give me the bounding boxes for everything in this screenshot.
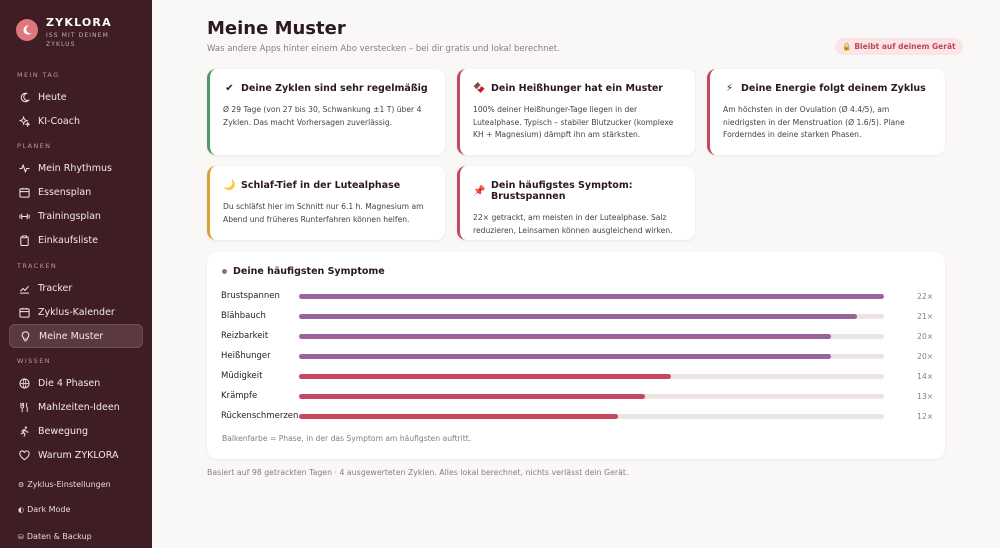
- sparkle-icon: [18, 115, 30, 127]
- globe-icon: [18, 377, 30, 389]
- card-title: Deine Zyklen sind sehr regelmäßig: [241, 83, 428, 94]
- symptom-bar-track: [299, 414, 884, 419]
- symptom-bar: [299, 314, 857, 319]
- symptom-count: 13×: [917, 391, 933, 401]
- symptoms-legend-note: Balkenfarbe = Phase, in der das Symptom am häufigsten auftritt.: [222, 434, 472, 443]
- brand[interactable]: [16, 17, 126, 49]
- sidebar-item-tracker[interactable]: [9, 276, 143, 300]
- symptom-count: 22×: [917, 291, 933, 301]
- symptom-count: 20×: [917, 351, 933, 361]
- crescent-moon-icon: 🌙: [223, 180, 236, 191]
- sidebar-item-die-4-phasen[interactable]: [9, 371, 143, 395]
- checkmark-icon: ✔: [225, 83, 234, 94]
- sidebar-item-label: Mahlzeiten-Ideen: [38, 401, 120, 413]
- dumbbell-icon: [18, 210, 30, 222]
- insight-card-sleep: [207, 166, 445, 240]
- section-planen: PLANEN: [17, 142, 52, 150]
- dark-mode-toggle[interactable]: ◐ Dark Mode: [18, 505, 71, 514]
- sidebar-item-label: Einkaufsliste: [38, 234, 98, 246]
- lightbulb-icon: [19, 330, 31, 342]
- sidebar-item-label: Warum ZYKLORA: [38, 449, 119, 461]
- card-body: Ø 29 Tage (von 27 bis 30, Schwankung ±1 T) über 4 Zyklen. Das macht Vorhersagen zuverlässig.: [223, 105, 422, 127]
- symptom-bar: [299, 414, 618, 419]
- sidebar-item-label: Zyklus-Kalender: [38, 306, 115, 318]
- insight-card-regularity: [207, 69, 445, 155]
- moon-logo-icon: [16, 19, 38, 41]
- sidebar-item-label: Mein Rhythmus: [38, 162, 112, 174]
- card-body: 22× getrackt, am meisten in der Lutealphase. Salz reduzieren, Leinsamen können ausgleichend wirken.: [473, 213, 673, 235]
- clipboard-icon: [18, 234, 30, 246]
- sidebar: [0, 0, 152, 548]
- symptom-name: Müdigkeit: [221, 371, 263, 381]
- insight-card-energy: [707, 69, 945, 155]
- gear-icon: ⚙: [18, 480, 25, 489]
- symptom-row: [221, 349, 933, 363]
- sidebar-item-ki-coach[interactable]: [9, 109, 143, 133]
- utensils-icon: [18, 401, 30, 413]
- symptom-bar-track: [299, 294, 884, 299]
- symptom-bar-track: [299, 394, 884, 399]
- running-icon: [18, 425, 30, 437]
- pushpin-icon: 📌: [473, 185, 486, 197]
- brand-name: ZYKLORA: [46, 16, 112, 29]
- symptom-name: Rückenschmerzen: [221, 411, 299, 421]
- section-wissen: WISSEN: [17, 357, 51, 365]
- symptom-bar: [299, 374, 671, 379]
- sidebar-item-warum-zyklora[interactable]: [9, 443, 143, 467]
- sidebar-item-zyklus-kalender[interactable]: [9, 300, 143, 324]
- card-title: Dein häufigstes Symptom: Brustspannen: [491, 180, 633, 202]
- brand-tagline: ISS MIT DEINEM ZYKLUS: [46, 32, 109, 48]
- sidebar-item-essensplan[interactable]: [9, 180, 143, 204]
- sidebar-item-label: KI-Coach: [38, 115, 80, 127]
- sidebar-item-meine-muster[interactable]: [9, 324, 143, 348]
- symptom-bar-track: [299, 334, 884, 339]
- symptom-row: [221, 389, 933, 403]
- sidebar-item-label: Bewegung: [38, 425, 89, 437]
- sidebar-item-mahlzeiten-ideen[interactable]: [9, 395, 143, 419]
- card-title: Dein Heißhunger hat ein Muster: [491, 83, 663, 94]
- symptom-bar: [299, 294, 884, 299]
- symptom-bar: [299, 334, 831, 339]
- lightning-icon: ⚡: [725, 83, 734, 94]
- database-icon: ⛁: [18, 532, 24, 541]
- symptom-bar-track: [299, 314, 884, 319]
- symptoms-panel: [207, 252, 945, 459]
- sidebar-item-bewegung[interactable]: [9, 419, 143, 443]
- sidebar-item-mein-rhythmus[interactable]: [9, 156, 143, 180]
- symptom-bar: [299, 394, 645, 399]
- main-content: [152, 0, 1000, 548]
- symptom-name: Brustspannen: [221, 291, 280, 301]
- data-backup-button[interactable]: ⛁ Daten & Backup: [18, 532, 92, 541]
- privacy-badge-label: Bleibt auf deinem Gerät: [854, 42, 956, 51]
- chart-line-icon: [18, 282, 30, 294]
- card-body: 100% deiner Heißhunger-Tage liegen in der Lutealphase. Typisch – stabiler Blutzucker (komplexe KH + Magnesium) dämpft ihn am stärksten.: [473, 105, 674, 139]
- sidebar-item-label: Die 4 Phasen: [38, 377, 101, 389]
- lock-icon: 🔒: [842, 42, 852, 51]
- symptom-row: [221, 369, 933, 383]
- sidebar-item-label: Essensplan: [38, 186, 92, 198]
- card-body: Am höchsten in der Ovulation (Ø 4.4/5), am niedrigsten in der Menstruation (Ø 1.6/5). Plane Forderndes in deine starken Phasen.: [723, 105, 905, 139]
- privacy-badge: [835, 38, 963, 55]
- sidebar-item-label: Trainingsplan: [38, 210, 101, 222]
- symptom-row: [221, 329, 933, 343]
- card-body: Du schläfst hier im Schnitt nur 6.1 h. Magnesium am Abend und früheres Runterfahren können helfen.: [223, 202, 424, 224]
- symptom-name: Heißhunger: [221, 351, 271, 361]
- calendar-icon: [18, 186, 30, 198]
- footer-note: Basiert auf 98 getrackten Tagen · 4 ausgewerteten Zyklen. Alles lokal berechnet, nichts verlässt dein Gerät.: [207, 468, 629, 477]
- symptom-count: 14×: [917, 371, 933, 381]
- chocolate-icon: 🍫: [473, 83, 486, 94]
- symptom-row: [221, 309, 933, 323]
- bullet-dot-icon: [222, 269, 227, 274]
- symptom-name: Blähbauch: [221, 311, 266, 321]
- card-title: Schlaf-Tief in der Lutealphase: [241, 180, 401, 191]
- section-tracken: TRACKEN: [17, 262, 58, 270]
- card-title: Deine Energie folgt deinem Zyklus: [741, 83, 926, 94]
- sidebar-item-label: Heute: [38, 91, 67, 103]
- moon-icon: [18, 91, 30, 103]
- pulse-icon: [18, 162, 30, 174]
- sidebar-item-einkaufsliste[interactable]: [9, 228, 143, 252]
- symptom-row: [221, 289, 933, 303]
- heart-icon: [18, 449, 30, 461]
- symptom-bar-track: [299, 354, 884, 359]
- sidebar-item-label: Tracker: [38, 282, 73, 294]
- symptom-name: Reizbarkeit: [221, 331, 269, 341]
- symptom-row: [221, 409, 933, 423]
- cycle-settings-button[interactable]: ⚙ Zyklus-Einstellungen: [18, 480, 111, 489]
- section-mein-tag: MEIN TAG: [17, 71, 60, 79]
- symptom-bar: [299, 354, 831, 359]
- sidebar-item-heute[interactable]: [9, 85, 143, 109]
- symptoms-title: Deine häufigsten Symptome: [222, 266, 385, 277]
- page-subtitle: Was andere Apps hinter einem Abo verstecken – bei dir gratis und lokal berechnet.: [207, 44, 560, 54]
- symptom-count: 20×: [917, 331, 933, 341]
- sidebar-item-label: Meine Muster: [39, 330, 104, 342]
- symptom-count: 21×: [917, 311, 933, 321]
- symptom-bar-track: [299, 374, 884, 379]
- symptom-count: 12×: [917, 411, 933, 421]
- insight-card-top-symptom: [457, 166, 695, 240]
- half-circle-icon: ◐: [18, 505, 25, 514]
- page-title: Meine Muster: [207, 18, 346, 39]
- symptom-name: Krämpfe: [221, 391, 258, 401]
- insight-card-cravings: [457, 69, 695, 155]
- sidebar-item-trainingsplan[interactable]: [9, 204, 143, 228]
- calendar-icon: [18, 306, 30, 318]
